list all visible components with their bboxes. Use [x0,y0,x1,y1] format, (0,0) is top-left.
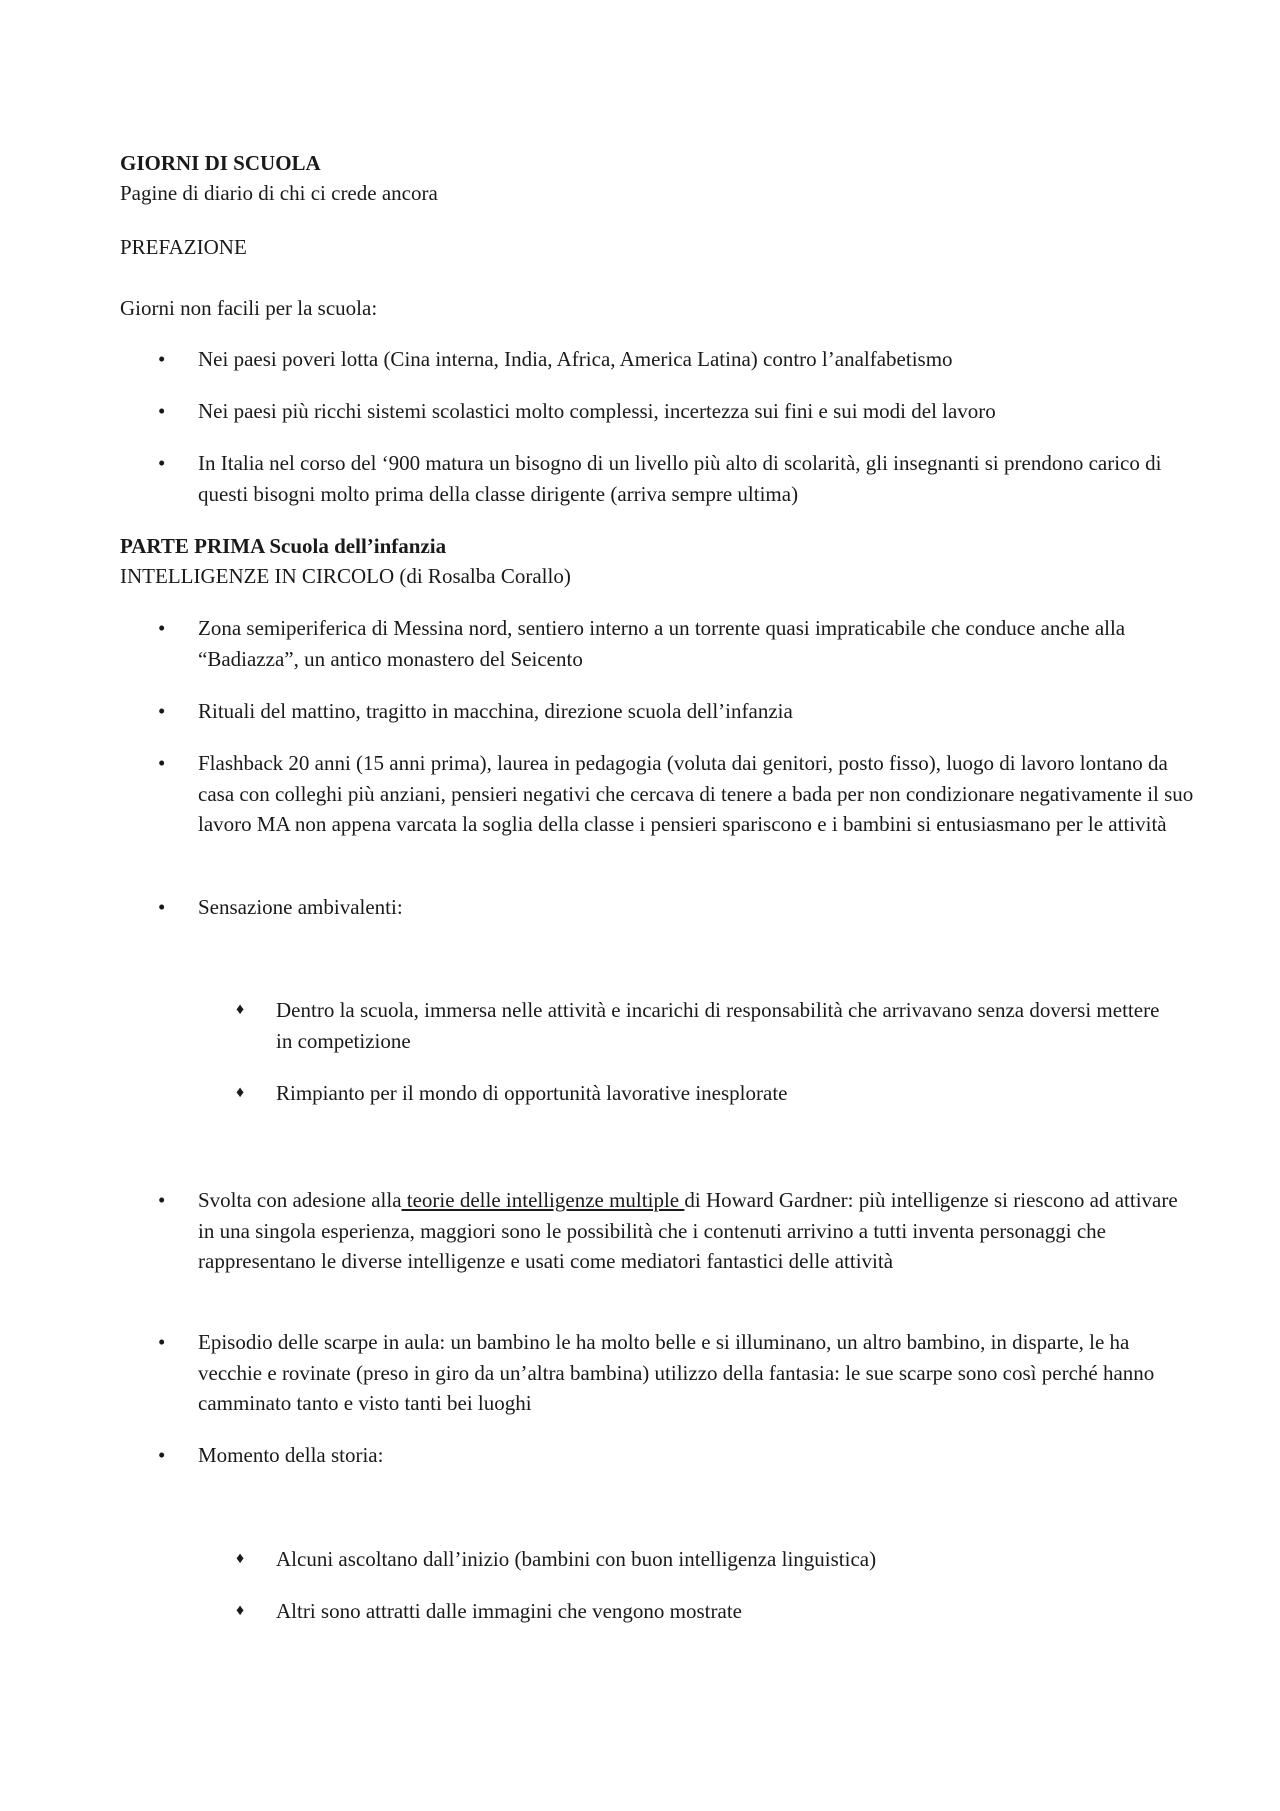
diamond-bullet-icon: ♦ [236,1084,245,1101]
bullet-icon: • [158,1330,166,1354]
sub-list-item-text: Altri sono attratti dalle immagini che vengono mostrate [276,1599,742,1623]
diamond-bullet-icon: ♦ [236,1602,245,1619]
sub-list-item-text: Alcuni ascoltano dall’inizio (bambini con buon intelligenza linguistica) [276,1547,877,1571]
bullet-icon: • [158,895,166,919]
diamond-bullet-icon: ♦ [236,1001,245,1018]
bullet-icon: • [158,399,166,423]
list-item-text: Nei paesi più ricchi sistemi scolastici molto complessi, incertezza sui fini e sui modi del lavoro [198,399,996,423]
preface-heading: PREFAZIONE [120,235,247,259]
list-item-text: Rituali del mattino, tragitto in macchina, direzione scuola dell’infanzia [198,699,793,723]
document-subtitle: Pagine di diario di chi ci crede ancora [120,181,438,205]
list-item-text: Nei paesi poveri lotta (Cina interna, India, Africa, America Latina) contro l’analfabetismo [198,347,953,371]
list-item-text: Momento della storia: [198,1443,384,1467]
bullet-icon: • [158,451,166,475]
bullet-icon: • [158,751,166,775]
list-item-text: Flashback 20 anni (15 anni prima), laurea in pedagogia (voluta dai genitori, posto fisso), luogo di lavoro lontano da casa con colleghi più anziani, pensieri negativi che cercava di tenere a bada per non condizionare negativamente il suo lavoro MA non appena varcata la soglia della classe i pensieri spariscono e i bambini si entusiasmano per le attività [198,751,1194,836]
list-item-text: In Italia nel corso del ‘900 matura un bisogno di un livello più alto di scolarità, gli insegnanti si prendono carico di questi bisogni molto prima della classe dirigente (arriva sempre ultima) [198,451,1162,506]
document-title: GIORNI DI SCUOLA [120,151,321,175]
bullet-icon: • [158,616,166,640]
list-item-text [198,1185,1198,1277]
gardner-text-before: Svolta con adesione alla [198,1188,402,1212]
list-item-text: Sensazione ambivalenti: [198,895,403,919]
diamond-bullet-icon: ♦ [236,1550,245,1567]
preface-intro: Giorni non facili per la scuola: [120,296,378,320]
sub-list-item-text: Rimpianto per il mondo di opportunità lavorative inesplorate [276,1081,788,1105]
sub-list-item-text: Dentro la scuola, immersa nelle attività e incarichi di responsabilità che arrivavano senza doversi mettere in competizione [276,998,1160,1053]
gardner-theory-link[interactable]: teorie delle intelligenze multiple [401,1188,685,1212]
chapter-heading: INTELLIGENZE IN CIRCOLO (di Rosalba Corallo) [120,564,571,588]
bullet-icon: • [158,347,166,371]
list-item-text: Episodio delle scarpe in aula: un bambino le ha molto belle e si illuminano, un altro bambino, in disparte, le ha vecchie e rovinate (preso in giro da un’altra bambina) utilizzo della fantasia: le sue scarpe sono così perché hanno camminato tanto e visto tanti bei luoghi [198,1330,1155,1415]
part-heading: PARTE PRIMA Scuola dell’infanzia [120,534,447,558]
bullet-icon: • [158,699,166,723]
bullet-icon: • [158,1443,166,1467]
gardner-text-after: di Howard Gardner: più intelligenze si riescono ad attivare in una singola esperienza, maggiori sono le possibilità che i contenuti arrivino a tutti inventa personaggi che rappresentano le diverse intelligenze e usati come mediatori fantastici delle attività [198,1188,1178,1273]
bullet-icon: • [158,1188,166,1212]
list-item-text: Zona semiperiferica di Messina nord, sentiero interno a un torrente quasi impraticabile che conduce anche alla “Badiazza”, un antico monastero del Seicento [198,616,1126,671]
